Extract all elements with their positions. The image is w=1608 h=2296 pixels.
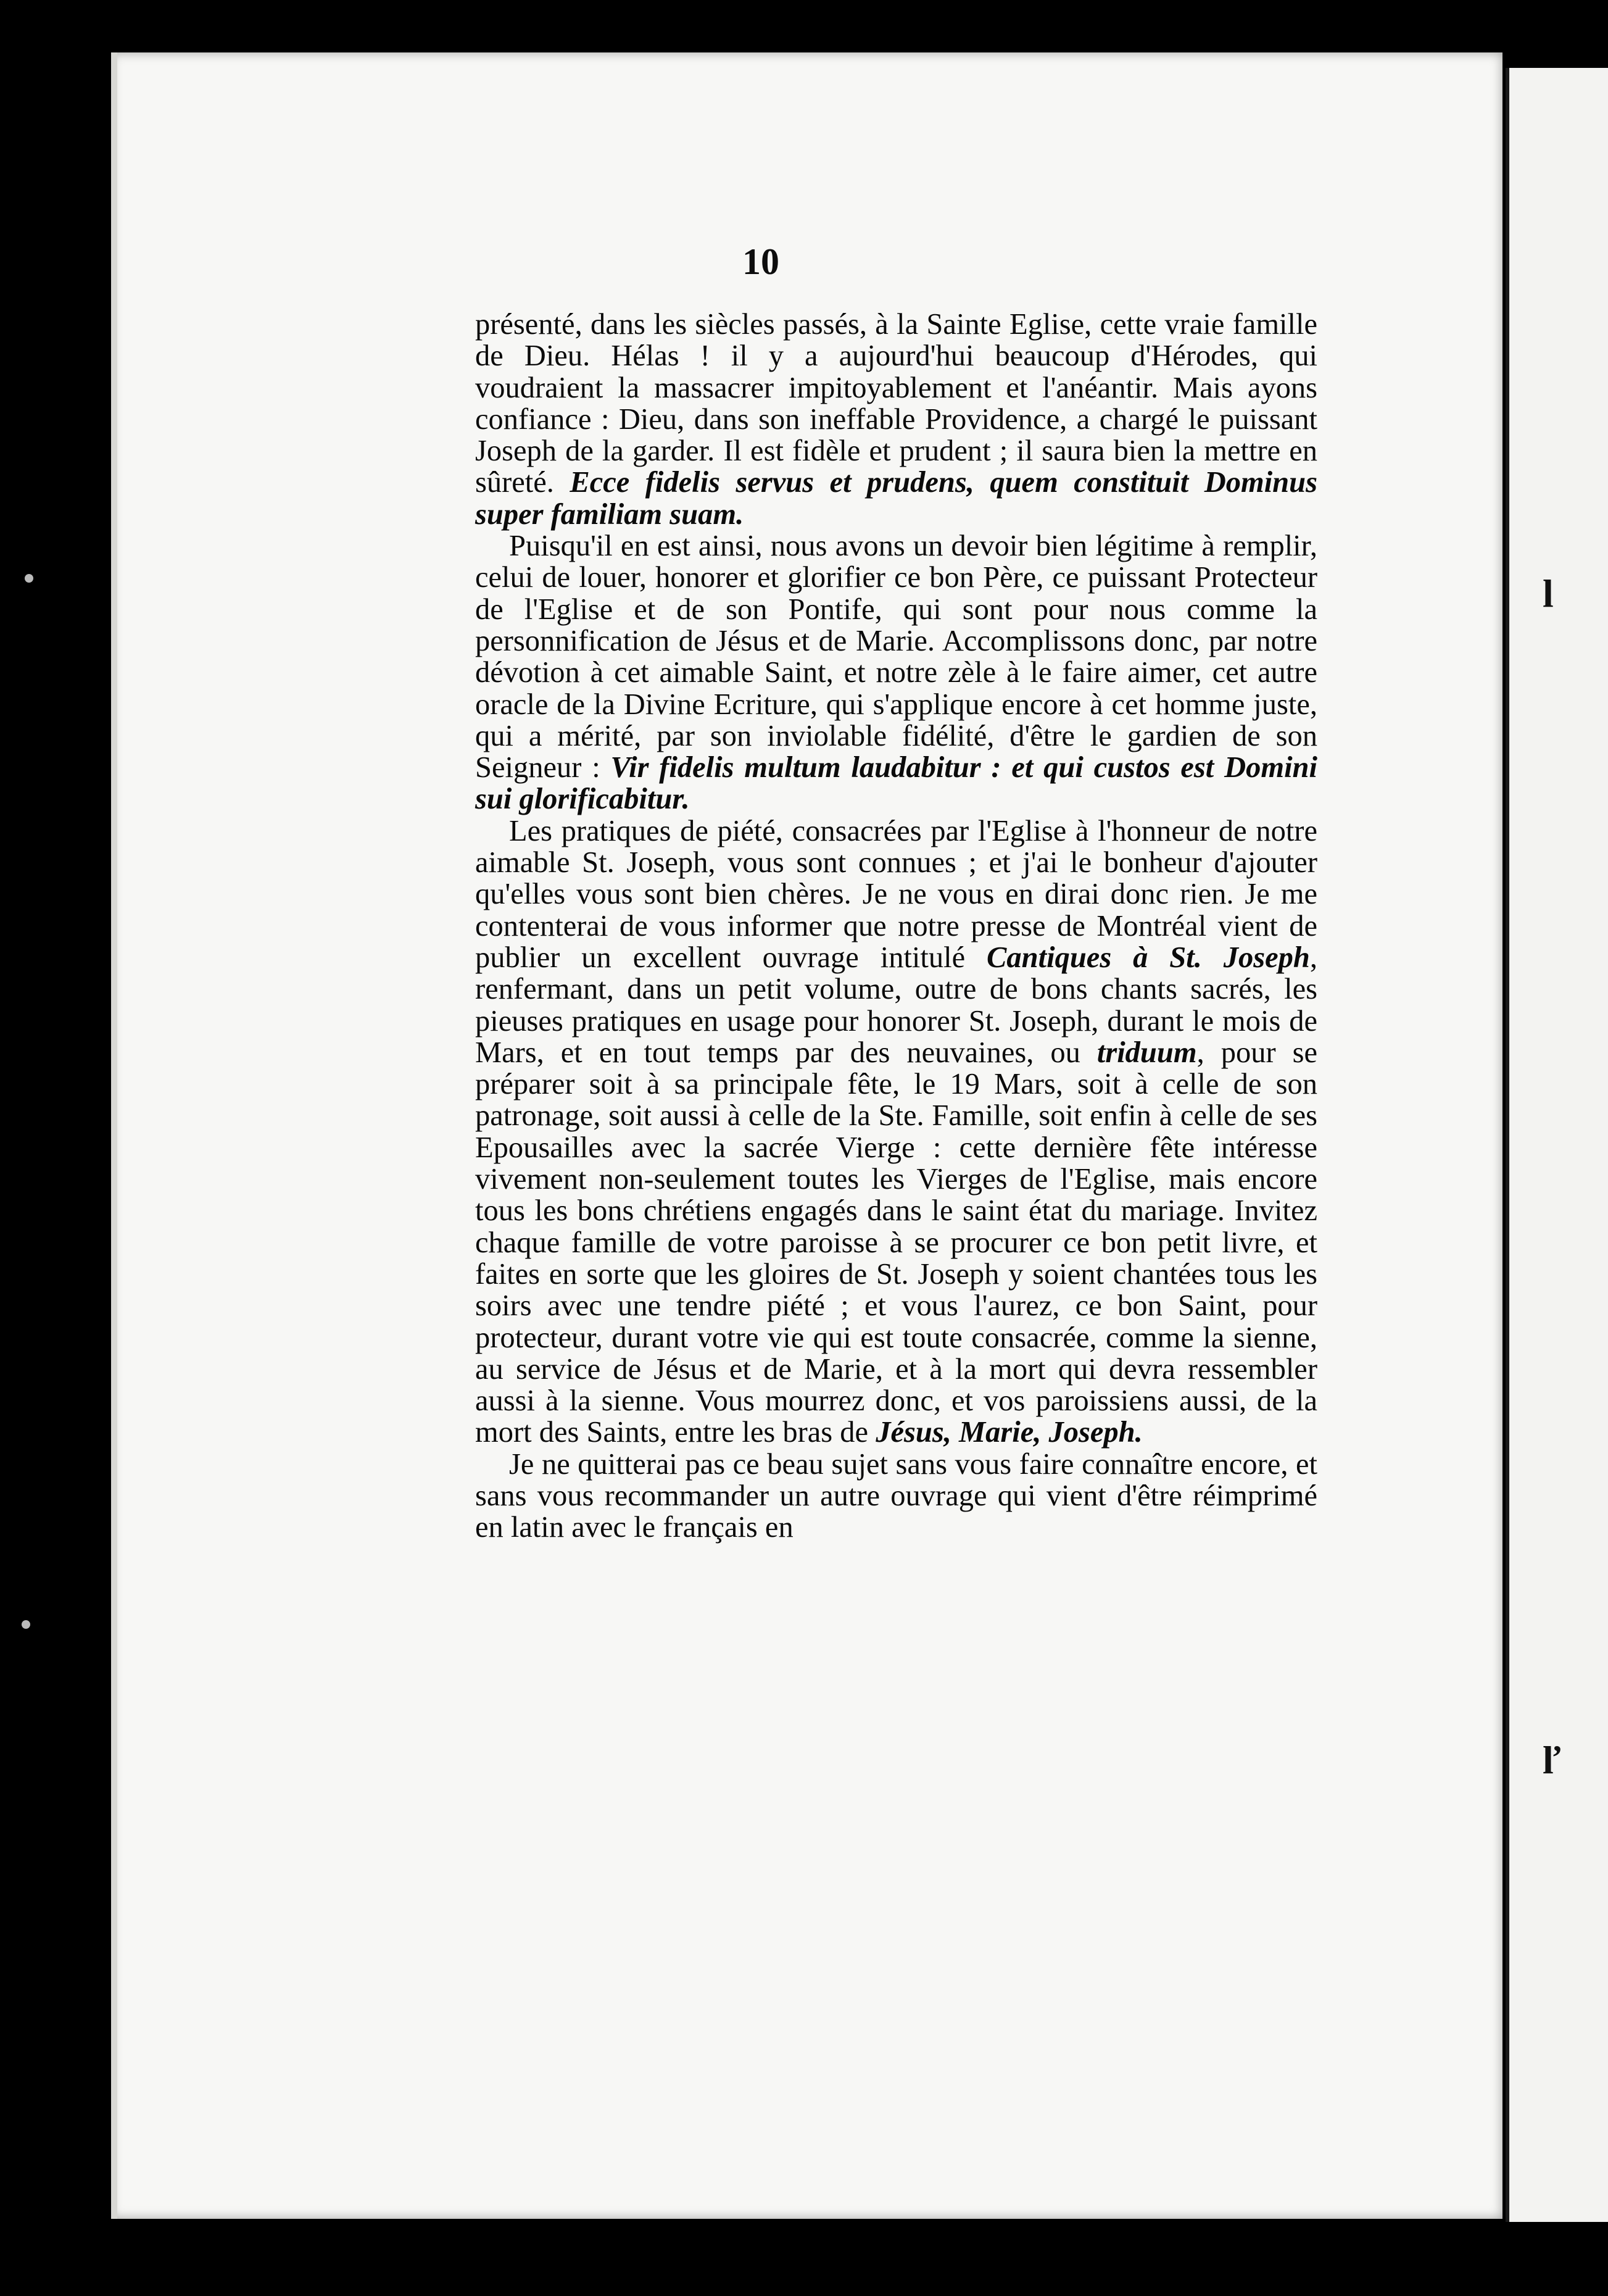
text-run: Puisqu'il en est ainsi, nous avons un devoir bien légitime à remplir, celui de louer, honorer et glorifier ce bon Père, ce puissant Protecteur de l'Eglise et de son Pontife, qui sont pour nous comme la personnification de Jésus et de Marie. Accomplissons donc, par notre dévotion à cet aimable Saint, et notre zèle à le faire aimer, cet autre oracle de la Divine Ecriture, qui s'applique encore à cet homme juste, qui a mérité, par son inviolable fidélité, d'être le gardien de son Seigneur : [475, 530, 1317, 784]
binding-mark [22, 1620, 30, 1629]
binding-mark [25, 574, 33, 583]
italic-text: Vir fidelis multum laudabitur : et qui custos est Domini sui glorificabitur. [475, 751, 1317, 816]
text-run: Je ne quitterai pas ce beau sujet sans vous faire connaître encore, et sans vous recommander un autre ouvrage qui vient d'être réimprimé en latin avec le français en [475, 1447, 1317, 1544]
text-run: présenté, dans les siècles passés, à la Sainte Eglise, cette vraie famille de Dieu. Hélas ! il y a aujourd'hui beaucoup d'Hérodes, qui voudraient la massacrer impitoyablement et l'anéantir. Mais ayons confiance : Dieu, dans son ineffable Providence, a chargé le puissant Joseph de la garder. Il est fidèle et prudent ; il saura bien la mettre en sûreté. [475, 308, 1317, 499]
page-number: 10 [742, 241, 779, 282]
italic-text: triduum [1096, 1036, 1197, 1069]
text-run: Les pratiques de piété, consacrées par l'Eglise à l'honneur de notre aimable St. Joseph, vous sont connues ; et j'ai le bonheur d'ajouter qu'elles vous sont bien chères. Je ne vous en dirai donc rien. Je me contenterai de vous informer que notre presse de Montréal vient de publier un excellent ouvrage intitulé [475, 814, 1317, 974]
paragraph [475, 1449, 1317, 1544]
page-binding-edge [111, 52, 117, 2219]
adjacent-page-edge [1506, 68, 1608, 2222]
adjacent-page-mark: ľ [1543, 1738, 1561, 1782]
text-run: , renfermant, dans un petit volume, outre de bons chants sacrés, les pieuses pratiques en usage pour honorer St. Joseph, durant le mois de Mars, et en tout temps par des neuvaines, ou [475, 941, 1317, 1069]
paragraph [475, 309, 1317, 530]
paragraph [475, 530, 1317, 815]
paragraph [475, 815, 1317, 1449]
adjacent-page-mark: l [1543, 572, 1554, 615]
italic-text: Jésus, Marie, Joseph. [876, 1416, 1143, 1449]
italic-text: Cantiques à St. Joseph [987, 941, 1310, 974]
italic-text: Ecce fidelis servus et prudens, quem constituit Dominus super familiam suam. [475, 466, 1317, 531]
body-text [475, 309, 1317, 1544]
text-run: , pour se préparer soit à sa principale fête, le 19 Mars, soit à celle de son patronage, soit aussi à celle de la Ste. Famille, soit enfin à celle de ses Epousailles avec la sacrée Vierge : cette dernière fête intéresse vivement non-seulement toutes les Vierges de l'Eglise, mais encore tous les bons chrétiens engagés dans le saint état du mariage. Invitez chaque famille de votre paroisse à se procurer ce bon petit livre, et faites en sorte que les gloires de St. Joseph y soient chantées tous les soirs avec une tendre piété ; et vous l'aurez, ce bon Saint, pour protecteur, durant votre vie qui est toute consacrée, comme la sienne, au service de Jésus et de Marie, et à la mort qui devra ressembler aussi à la sienne. Vous mourrez donc, et vos paroissiens aussi, de la mort des Saints, entre les bras de [475, 1036, 1317, 1449]
